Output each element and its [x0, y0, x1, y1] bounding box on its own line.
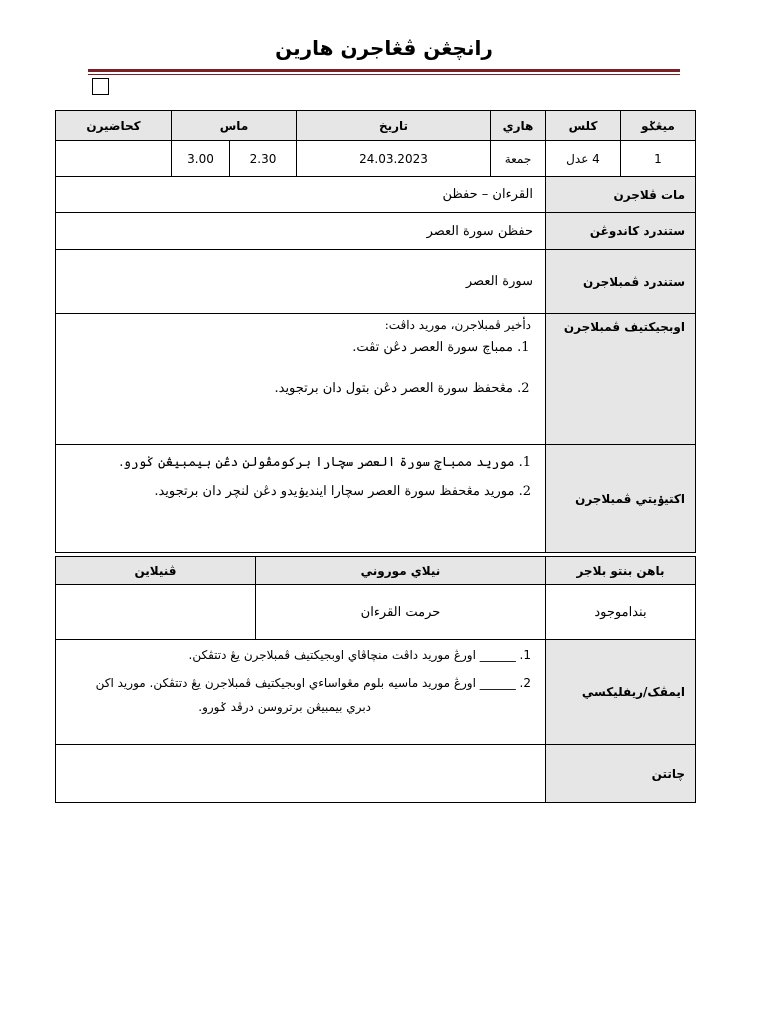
- value-kelas: 4 عدل: [546, 141, 621, 177]
- aktiviti-item: 1. موريد ممباچ سورة العصر سچارا برکومڤولن دڠن بيمبيڠن ݢورو.: [119, 455, 531, 470]
- lower-table: [55, 556, 696, 803]
- value-kehadiran: [56, 141, 172, 177]
- value-penilaian: [56, 585, 256, 640]
- row-catatan: [56, 745, 696, 803]
- row-aktiviti: [56, 445, 696, 553]
- objektif-label: اوبجيکتيف ڤمبلاجرن: [546, 314, 696, 445]
- value-minggu: 1: [621, 141, 696, 177]
- row-impak: [56, 640, 696, 745]
- impak-item: 1. ______ اورڠ موريد داڤت منچاڤاي اوبجيکتيف ڤمبلاجرن يڠ دتتڤکن.: [188, 648, 531, 662]
- row-standard-kandungan: [56, 213, 696, 250]
- mata-pelajaran-label: مات ڤلاجرن: [546, 177, 696, 213]
- objektif-item: 2. مڠحفظ سورة العصر دڠن بتول دان برتجويد.: [56, 381, 513, 396]
- value-hari: جمعة: [491, 141, 546, 177]
- objektif-list: [56, 340, 531, 396]
- aktiviti-label: اکتيۏيتي ڤمبلاجرن: [546, 445, 696, 553]
- header-penilaian: ڤنيلاين: [56, 557, 256, 585]
- impak-label: ايمڤک/ريفليکسي: [546, 640, 696, 745]
- row-standard-pembelajaran: [56, 250, 696, 314]
- standard-pembelajaran-label: ستندرد ڤمبلاجرن: [546, 250, 696, 314]
- row-mata-pelajaran: [56, 177, 696, 213]
- header-kelas: کلس: [546, 111, 621, 141]
- title-rule-thick: [88, 69, 680, 72]
- header-hari: هاري: [491, 111, 546, 141]
- impak-item: 2. ______ اورڠ موريد ماسيه بلوم مڠواساءي اوبجيکتيف ڤمبلاجرن يڠ دتتڤکن. موريد اکن: [95, 676, 531, 690]
- header-minggu: ميڠݢو: [621, 111, 696, 141]
- lesson-plan-table: [55, 110, 696, 553]
- standard-kandungan-value: حفظن سورة العصر: [56, 213, 546, 250]
- objektif-item: 1. ممباچ سورة العصر دڠن تڤت.: [56, 340, 513, 355]
- mata-pelajaran-value: القرءان – حفظن: [56, 177, 546, 213]
- aktiviti-item: 2. موريد مڠحفظ سورة العصر سچارا اينديۏيدو دڠن لنچر دان برتجويد.: [154, 484, 531, 499]
- header-kehadiran: کحاضيرن: [56, 111, 172, 141]
- value-masa-mula: 2.30: [230, 141, 297, 177]
- checkbox[interactable]: [92, 78, 109, 95]
- value-nilai: حرمت القرءان: [256, 585, 546, 640]
- header-bahan: باهن بنتو بلاجر: [546, 557, 696, 585]
- impak-content: [56, 640, 546, 745]
- value-tarikh: 24.03.2023: [297, 141, 491, 177]
- objektif-content: [56, 314, 546, 445]
- value-bahan: بنداموجود: [546, 585, 696, 640]
- objektif-intro: دأخير ڤمبلاجرن، موريد داڤت:: [384, 318, 531, 332]
- header-tarikh: تاريخ: [297, 111, 491, 141]
- title-rule-thin: [88, 74, 680, 75]
- catatan-label: چاتتن: [546, 745, 696, 803]
- lower-header-row: [56, 557, 696, 585]
- standard-kandungan-label: ستندرد کاندوڠن: [546, 213, 696, 250]
- header-row: [56, 111, 696, 141]
- aktiviti-content: [56, 445, 546, 553]
- info-row: [56, 141, 696, 177]
- impak-item: دبري بيمبيڠن برتروسن درڤد ݢورو.: [198, 700, 371, 714]
- header-nilai: نيلاي موروني: [256, 557, 546, 585]
- page-title: رانچڠن ڤڠاجرن هارين: [275, 36, 493, 60]
- header-masa: ماس: [172, 111, 297, 141]
- row-objektif: [56, 314, 696, 445]
- value-masa-tamat: 3.00: [172, 141, 230, 177]
- lower-values-row: [56, 585, 696, 640]
- catatan-value: [56, 745, 546, 803]
- standard-pembelajaran-value: سورة العصر: [56, 250, 546, 314]
